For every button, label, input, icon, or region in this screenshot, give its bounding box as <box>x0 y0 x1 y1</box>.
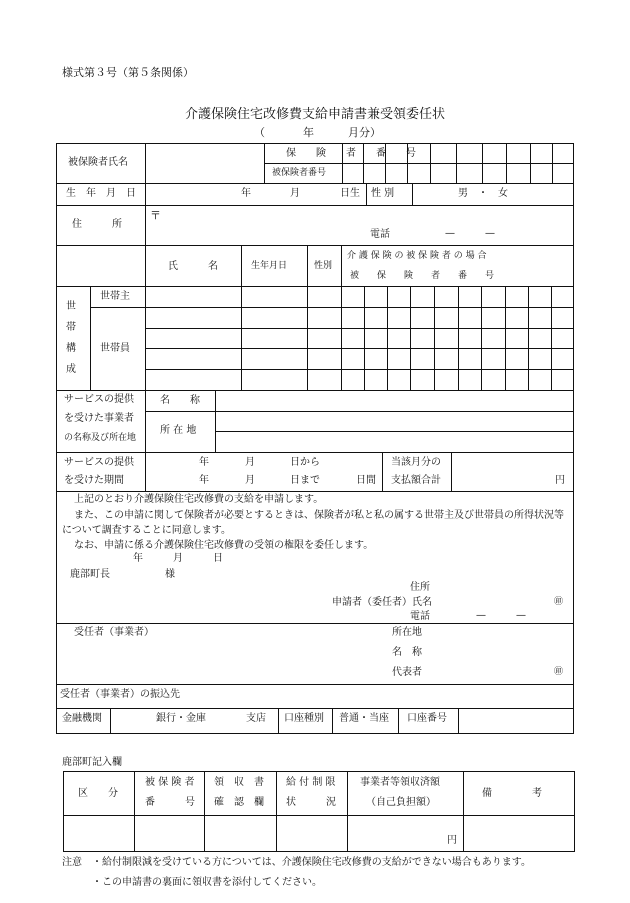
provider-location-label: 所 在 地 <box>160 425 197 436</box>
notes-label: 注意 <box>62 857 82 868</box>
town-col-insured-1: 被 保 険 者 <box>145 777 195 788</box>
transfer-label: 受任者（事業者）の振込先 <box>60 689 180 700</box>
account-number-label: 口座番号 <box>407 713 447 724</box>
household-col-insured-1: 介 護 保 険 の 被 保 険 者 の 場 合 <box>347 251 487 261</box>
period-open: （ <box>254 126 265 139</box>
birth-day-label: 日生 <box>340 188 360 199</box>
service-days: 日間 <box>356 475 376 486</box>
provider-label-3: の名称及び所在地 <box>64 433 137 443</box>
period-year: 年 <box>303 126 314 139</box>
town-col-insured-2: 番 号 <box>145 797 195 808</box>
town-paid-yen: 円 <box>447 835 457 846</box>
service-to-day: 日まで <box>290 475 320 486</box>
service-total-yen: 円 <box>555 475 565 486</box>
sex-options: 男 ・ 女 <box>458 188 508 199</box>
town-col-paid-2: （自己負担額） <box>366 797 436 808</box>
service-from-month: 月 <box>245 457 255 468</box>
town-section-title: 鹿部町記入欄 <box>62 757 122 768</box>
provider-label-2: を受けた事業者 <box>64 413 134 424</box>
service-period-label-1: サービスの提供 <box>64 457 134 468</box>
town-col-paid-1: 事業者等領収済額 <box>360 777 440 788</box>
delegate-location-label: 所在地 <box>392 627 422 638</box>
provider-name-label: 名 称 <box>160 395 200 406</box>
service-to-year: 年 <box>199 475 209 486</box>
form-title: 介護保険住宅改修費支給申請書兼受領委任状 <box>184 107 445 122</box>
birth-year-label: 年 <box>241 188 251 199</box>
household-side-3: 構 <box>66 343 76 354</box>
insurer-number-char-3: 者 <box>346 148 356 159</box>
insurer-number-char-1: 保 <box>286 148 296 159</box>
service-total-label-1: 当該月分の <box>391 457 441 468</box>
town-col-category: 区 分 <box>78 788 118 799</box>
household-side-2: 帯 <box>66 322 76 333</box>
household-col-insured-2: 被 保 険 者 番 号 <box>350 271 495 281</box>
household-col-name: 氏 名 <box>168 261 218 272</box>
provider-label-1: サービスの提供 <box>64 394 134 405</box>
insurer-number-char-4: 番 <box>376 148 386 159</box>
insured-name-label: 被保険者氏名 <box>68 157 128 168</box>
notes-line-2: ・この申請書の裏面に領収書を添付してください。 <box>92 877 322 888</box>
town-col-limit-1: 給 付 制 限 <box>286 777 336 788</box>
insurer-number-char-5: 号 <box>406 148 416 159</box>
household-side-1: 世 <box>66 301 76 312</box>
bank-type-options: 銀行・金庫 <box>156 713 206 724</box>
service-from-year: 年 <box>199 457 209 468</box>
account-type-label: 口座種別 <box>284 713 324 724</box>
town-col-limit-2: 状 況 <box>286 797 336 808</box>
declaration-line-1: 上記のとおり介護保険住宅改修費の支給を申請します。 <box>74 494 324 505</box>
town-col-receipt-1: 領 収 書 <box>214 777 264 788</box>
mayor-honorific: 様 <box>165 569 175 580</box>
household-col-birth: 生年月日 <box>251 261 288 271</box>
notes-line-1: ・給付制限減を受けている方については、介護保険住宅改修費の支給ができない場合もあります。 <box>92 857 531 868</box>
household-member-label: 世帯員 <box>100 343 130 354</box>
service-from-day: 日から <box>290 457 320 468</box>
bank-branch-label: 支店 <box>246 713 266 724</box>
household-side-4: 成 <box>66 364 76 375</box>
birth-month-label: 月 <box>290 188 300 199</box>
period-month: 月分） <box>348 126 381 139</box>
applicant-name-label: 申請者（委任者）氏名 <box>332 597 432 608</box>
mayor-label: 鹿部町長 <box>70 569 110 580</box>
form-number-label: 様式第３号（第５条関係） <box>62 66 194 79</box>
declaration-line-3: について調査することに同意します。 <box>62 525 231 536</box>
address-tel-label: 電話 <box>370 229 390 240</box>
town-col-receipt-2: 確 認 欄 <box>214 797 264 808</box>
declaration-line-2: また、この申請に関して保険者が必要とするときは、保険者が私と私の属する世帯主及び世帯員の所得状況等 <box>74 510 564 521</box>
household-col-sex: 性別 <box>314 261 333 271</box>
household-head-label: 世帯主 <box>100 291 130 302</box>
service-total-label-2: 支払額合計 <box>391 475 441 486</box>
postal-mark: 〒 <box>150 209 161 222</box>
town-col-notes: 備 考 <box>482 788 542 799</box>
account-type-options: 普通・当座 <box>339 713 389 724</box>
bank-institution-label: 金融機関 <box>62 713 102 724</box>
address-tel-dashes: — — <box>445 228 495 239</box>
birth-label: 生 年 月 日 <box>66 188 136 199</box>
delegate-rep-label: 代表者 <box>392 667 422 678</box>
applicant-tel-dashes: — — <box>476 610 526 621</box>
insured-number-label: 被保険者番号 <box>272 168 327 178</box>
delegate-label: 受任者（事業者） <box>74 627 154 638</box>
address-label: 住 所 <box>72 219 122 230</box>
applicant-seal-mark: ㊞ <box>554 597 564 607</box>
sex-label: 性 別 <box>371 188 395 199</box>
applicant-address-label: 住所 <box>410 582 430 593</box>
service-to-month: 月 <box>245 475 255 486</box>
declaration-line-4: なお、申請に係る介護保険住宅改修費の受領の権限を委任します。 <box>74 540 374 551</box>
applicant-tel-label: 電話 <box>410 611 430 622</box>
service-period-label-2: を受けた期間 <box>64 475 124 486</box>
declaration-date: 年 月 日 <box>133 553 223 564</box>
delegate-name-label: 名 称 <box>392 647 422 658</box>
delegate-seal-mark: ㊞ <box>554 667 564 677</box>
insurer-number-char-2: 険 <box>316 148 326 159</box>
